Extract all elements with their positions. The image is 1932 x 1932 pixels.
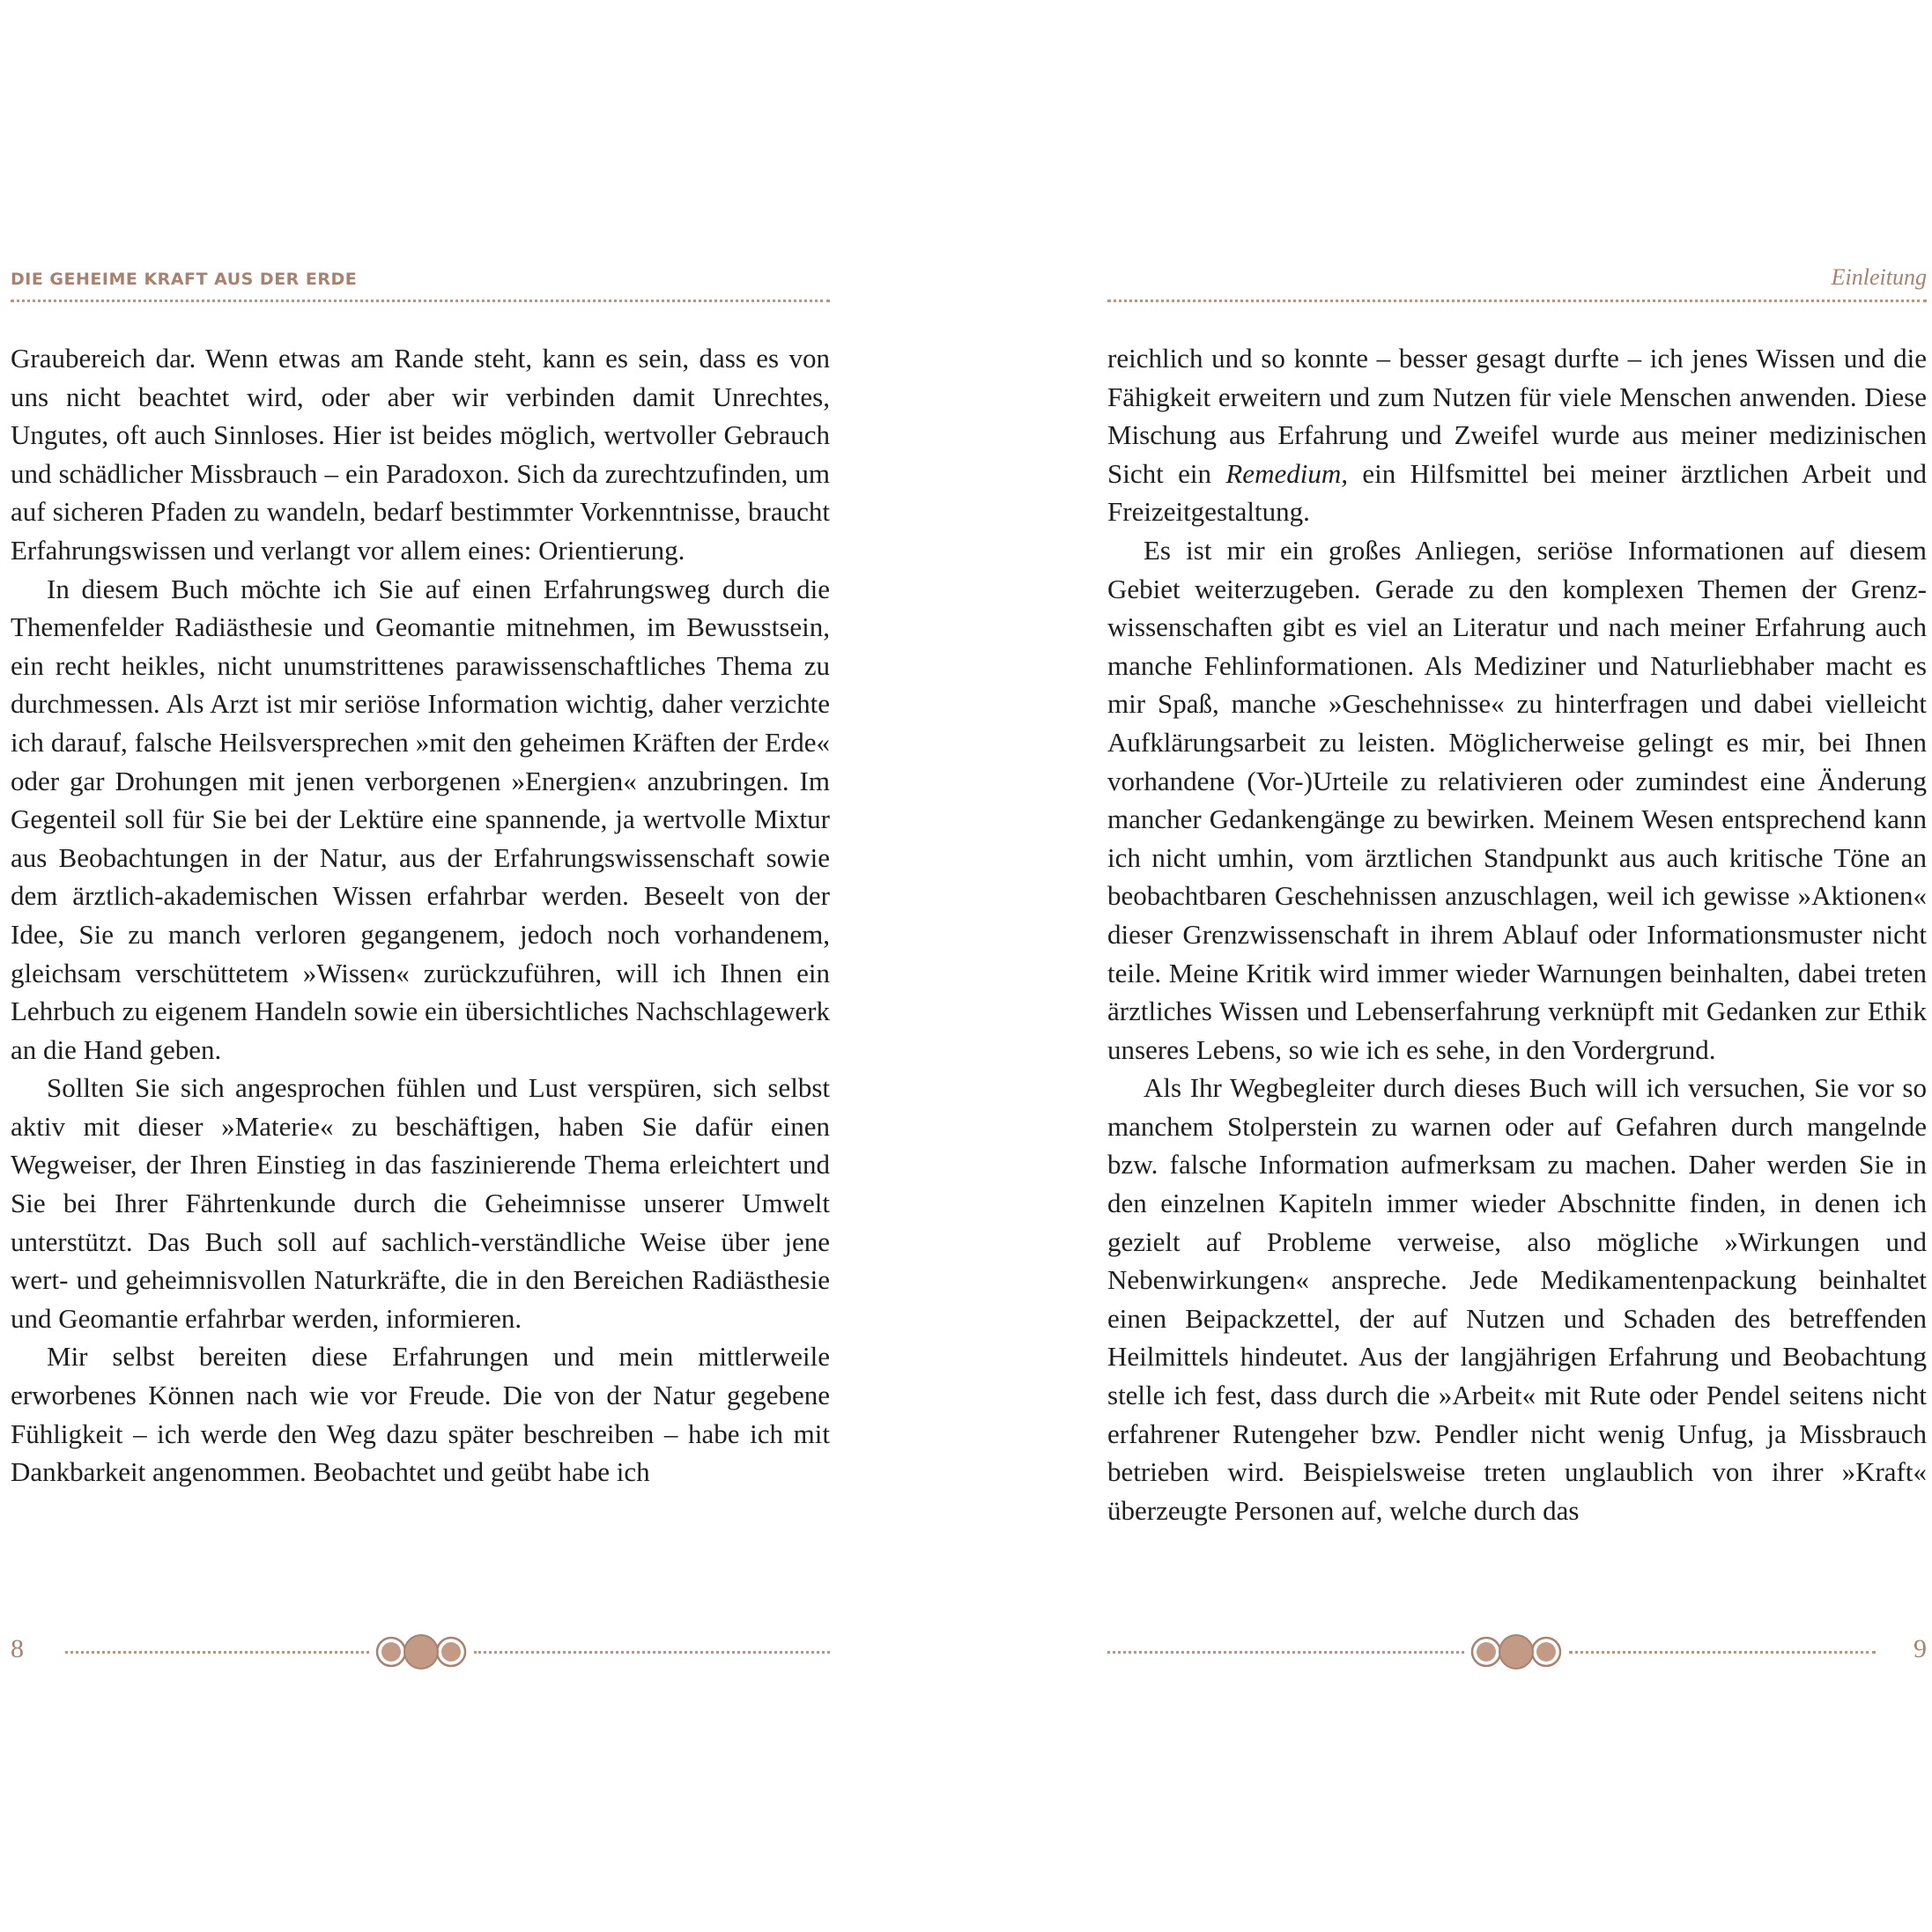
page-footer (1107, 1634, 1927, 1669)
footer-dotted-rule (65, 1651, 369, 1654)
page-number: 9 (1913, 1634, 1927, 1663)
paragraph: In diesem Buch möchte ich Sie auf einen Erfahrungsweg durch die Themenfelder Radiästhesie und Geomantie mitnehmen, im Bewusstsein, ein recht heikles, nicht unumstrittenes parawissenschaftliches Thema zu durchmessen. Als Arzt ist mir seriöse Information wichtig, daher verzichte ich darauf, falsche Heilsversprechen »mit den geheimen Kräften der Erde« oder gar Drohungen mit jenen verborgenen »Energien« anzubringen. Im Gegenteil soll für Sie bei der Lektüre eine spannende, ja wertvolle Mixtur aus Beobachtungen in der Natur, aus der Erfahrungswissenschaft sowie dem ärztlich-akademischen Wissen erfahrbar werden. Beseelt von der Idee, Sie zu manch verloren gegangenem, jedoch noch vorhandenem, gleichsam verschüttetem »Wissen« zurückzuführen, will ich Ihnen ein Lehrbuch zu eigenem Handeln sowie ein übersichtliches Nachschlagewerk an die Hand geben. (11, 573, 830, 1065)
body-text (1107, 339, 1927, 1529)
paragraph: Sollten Sie sich angesprochen fühlen und Lust verspüren, sich selbst aktiv mit dieser »Materie« zu beschäftigen, haben Sie dafür einen Wegweiser, der Ihren Einstieg in das faszinierende Thema erleichtert und Sie bei Ihrer Fährtenkunde durch die Geheimnisse unserer Umwelt unterstützt. Das Buch soll auf sachlich-verständliche Weise über jene wert- und geheimnisvollen Naturkräfte, die in den Bereichen Radiästhesie und Geomantie erfahrbar werden, informieren. (11, 1072, 830, 1334)
italic-term: Remedium, (1225, 457, 1348, 489)
three-circles-ornament-icon (374, 1634, 469, 1669)
running-head-title: DIE GEHEIME KRAFT AUS DER ERDE (11, 270, 358, 289)
footer-dotted-rule (474, 1651, 830, 1654)
paragraph: Es ist mir ein großes Anliegen, seriöse Informationen auf diesem Gebiet weiterzugeben. Gerade zu den komplexen Themen der Grenzwissenschaften gibt es viel an Literatur und nach meiner Erfahrung auch manche Fehlinformationen. Als Mediziner und Naturliebhaber macht es mir Spaß, manche »Geschehnisse« zu hinterfragen und dabei vielleicht Aufklärungsarbeit zu leisten. Möglicherweise gelingt es mir, bei Ihnen vorhandene (Vor-)Urteile zu relativieren oder zumindest eine Änderung mancher Gedankengänge zu bewirken. Meinem Wesen entsprechend kann ich nicht umhin, vom ärztlichen Standpunkt aus auch kritische Töne an beobachtbaren Geschehnissen anzuschlagen, weil ich gewisse »Aktionen« dieser Grenzwissenschaft in ihrem Ablauf oder Informationsmuster nicht teile. Meine Kritik wird immer wieder Warnungen beinhalten, dabei treten ärztliches Wissen und Lebenserfahrung verknüpft mit Gedanken zur Ethik unseres Lebens, so wie ich es sehe, in den Vordergrund. (1107, 534, 1927, 1065)
paragraph: Als Ihr Wegbegleiter durch dieses Buch will ich versuchen, Sie vor so manchem Stolperstein zu warnen oder auf Gefahren durch mangelnde bzw. falsche Information aufmerksam zu machen. Daher werden Sie in den einzelnen Kapiteln immer wieder Abschnitte finden, in denen ich gezielt auf Probleme verweise, also mögliche »Wirkungen und Nebenwirkungen« anspreche. Jede Medikamentenpackung beinhaltet einen Beipackzettel, der auf Nutzen und Schaden des betreffenden Heilmittels hindeutet. Aus der langjährigen Erfahrung und Beobachtung stelle ich fest, dass durch die »Arbeit« mit Rute oder Pendel seitens nicht erfahrener Rutengeher bzw. Pendler nicht wenig Unfug, ja Missbrauch betrieben wird. Beispielsweise treten unglaublich von ihrer »Kraft« überzeugte Personen auf, welche durch das (1107, 1072, 1927, 1526)
left-page (11, 0, 830, 1932)
footer-dotted-rule (1569, 1651, 1876, 1654)
page-footer (11, 1634, 830, 1669)
paragraph: reichlich und so konnte – besser gesagt durfte – ich jenes Wissen und die Fähigkeit erweitern und zum Nutzen für viele Menschen anwenden. Diese Mischung aus Erfahrung und Zweifel wurde aus meiner medizinischen Sicht ein Remedium, ein Hilfsmittel bei meiner ärztlichen Arbeit und Freizeitgestaltung. (1107, 343, 1927, 528)
page-number: 8 (11, 1634, 24, 1663)
running-head (1107, 264, 1927, 302)
right-page (1107, 0, 1927, 1932)
paragraph: Graubereich dar. Wenn etwas am Rande steht, kann es sein, dass es von uns nicht beachtet wird, oder aber wir verbinden damit Unrechtes, Ungutes, oft auch Sinnloses. Hier ist beides möglich, wertvoller Gebrauch und schädlicher Missbrauch – ein Paradoxon. Sich da zurechtzufinden, um auf sicheren Pfaden zu wandeln, bedarf bestimmter Vorkenntnisse, braucht Erfahrungswissen und verlangt vor allem eines: Orientierung. (11, 343, 830, 566)
three-circles-ornament-icon (1469, 1634, 1564, 1669)
paragraph: Mir selbst bereiten diese Erfahrungen und mein mittlerweile erworbenes Können nach wie vor Freude. Die von der Natur gegebene Fühligkeit – ich werde den Weg dazu später beschreiben – habe ich mit Dankbarkeit angenommen. Beobachtet und geübt habe ich (11, 1341, 830, 1488)
running-head (11, 264, 830, 302)
footer-dotted-rule (1107, 1651, 1464, 1654)
running-head-title: Einleitung (1831, 264, 1927, 290)
body-text (11, 339, 830, 1492)
